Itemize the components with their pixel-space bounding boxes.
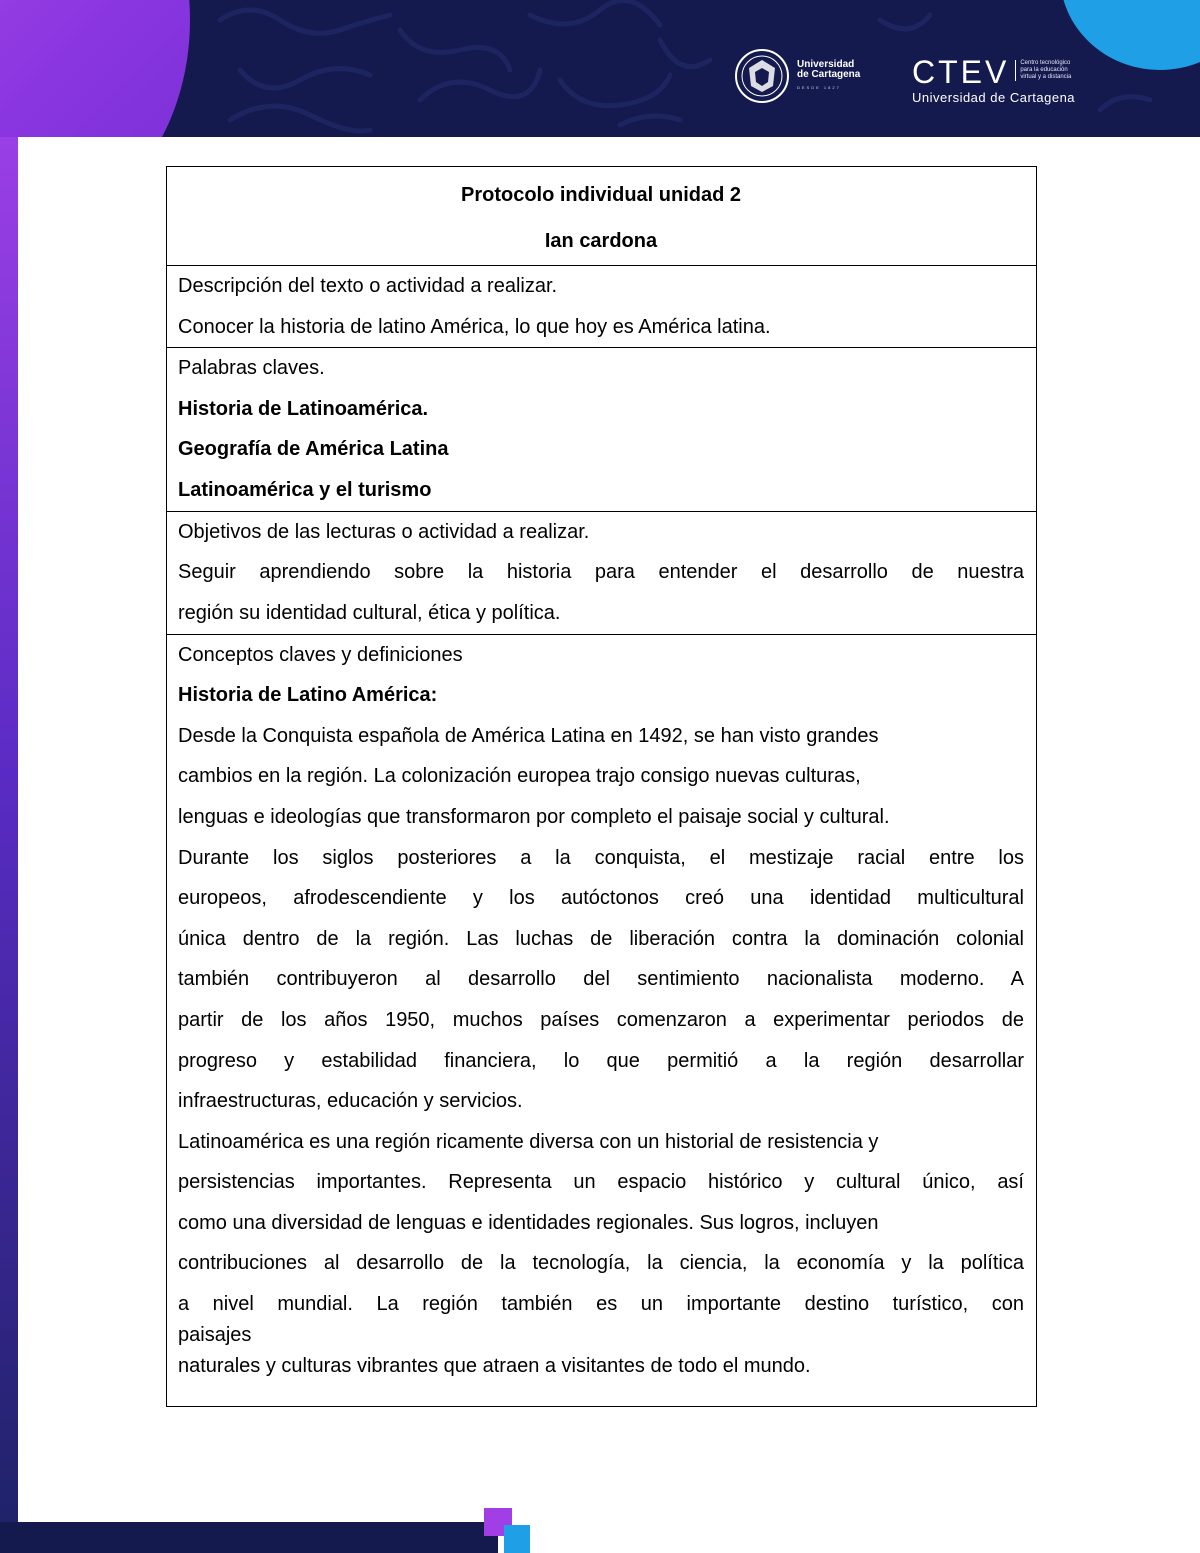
conceptos-line: infraestructuras, educación y servicios. <box>178 1090 523 1113</box>
udc-line3: DESDE 1827 <box>797 84 841 90</box>
conceptos-line: partir de los años 1950, muchos países comenzaron a experimentar periodos de <box>178 1008 1024 1031</box>
descripcion-cell <box>167 266 1037 348</box>
author-name: Ian cardona <box>544 230 658 252</box>
keyword-item: Geografía de América Latina <box>178 438 449 461</box>
conceptos-line: naturales y culturas vibrantes que atraen a visitantes de todo el mundo. <box>178 1355 811 1378</box>
objetivos-label: Objetivos de las lecturas o actividad a realizar. <box>178 520 590 543</box>
ctev-logo <box>912 56 1078 105</box>
keyword-item: Latinoamérica y el turismo <box>178 478 432 501</box>
ctev-subtitle: Universidad de Cartagena <box>912 90 1076 105</box>
purple-decoration <box>0 0 190 137</box>
conceptos-line: Desde la Conquista española de América Latina en 1492, se han visto grandes <box>178 724 879 747</box>
conceptos-line: a nivel mundial. La región también es un importante destino turístico, con <box>178 1293 1024 1316</box>
descripcion-text: Conocer la historia de latino América, lo que hoy es América latina. <box>178 315 771 338</box>
document-title: Protocolo individual unidad 2 <box>460 184 741 206</box>
conceptos-line: paisajes <box>178 1324 252 1347</box>
ctev-side-text: Centro tecnológico para la educación virtual y a distancia <box>1015 60 1078 81</box>
palabras-label: Palabras claves. <box>178 357 325 380</box>
page-header <box>0 0 1200 137</box>
cyan-square-decoration <box>504 1525 530 1553</box>
keyword-item: Historia de Latinoamérica. <box>178 397 429 420</box>
conceptos-line: contribuciones al desarrollo de la tecnología, la ciencia, la economía y la política <box>178 1252 1024 1275</box>
objetivos-line: región su identidad cultural, ética y política. <box>178 601 561 624</box>
conceptos-line: lenguas e ideologías que transformaron por completo el paisaje social y cultural. <box>178 805 890 828</box>
objetivos-line: Seguir aprendiendo sobre la historia para entender el desarrollo de nuestra <box>178 561 1024 584</box>
left-side-bar <box>0 137 18 1553</box>
title-cell <box>167 167 1037 266</box>
conceptos-line: también contribuyeron al desarrollo del sentimiento nacionalista moderno. A <box>178 968 1024 991</box>
conceptos-line: cambios en la región. La colonización europea trajo consigo nuevas culturas, <box>178 765 861 788</box>
udc-line1: Universidad <box>797 58 855 70</box>
protocol-table <box>166 166 1037 1407</box>
conceptos-line: persistencias importantes. Representa un espacio histórico y cultural único, así <box>178 1171 1024 1194</box>
descripcion-label: Descripción del texto o actividad a realizar. <box>178 275 558 297</box>
bottom-bar <box>0 1522 498 1553</box>
conceptos-line: como una diversidad de lenguas e identidades regionales. Sus logros, incluyen <box>178 1211 879 1234</box>
conceptos-subtitle: Historia de Latino América: <box>178 684 438 707</box>
objetivos-cell <box>167 511 1037 634</box>
palabras-cell <box>167 348 1037 511</box>
conceptos-line: europeos, afrodescendiente y los autóctonos creó una identidad multicultural <box>178 887 1024 910</box>
conceptos-line: única dentro de la región. Las luchas de liberación contra la dominación colonial <box>178 927 1024 950</box>
university-seal-icon <box>733 48 791 104</box>
conceptos-label: Conceptos claves y definiciones <box>178 643 463 666</box>
conceptos-line: Latinoamérica es una región ricamente diversa con un historial de resistencia y <box>178 1130 879 1153</box>
udc-line2: de Cartagena <box>797 68 861 80</box>
conceptos-line: progreso y estabilidad financiera, lo que permitió a la región desarrollar <box>178 1049 1024 1072</box>
conceptos-cell <box>167 634 1037 1406</box>
conceptos-line: Durante los siglos posteriores a la conquista, el mestizaje racial entre los <box>178 846 1024 869</box>
universidad-de-cartagena-logo <box>733 48 860 104</box>
ctev-wordmark: CTEV <box>912 54 1010 90</box>
